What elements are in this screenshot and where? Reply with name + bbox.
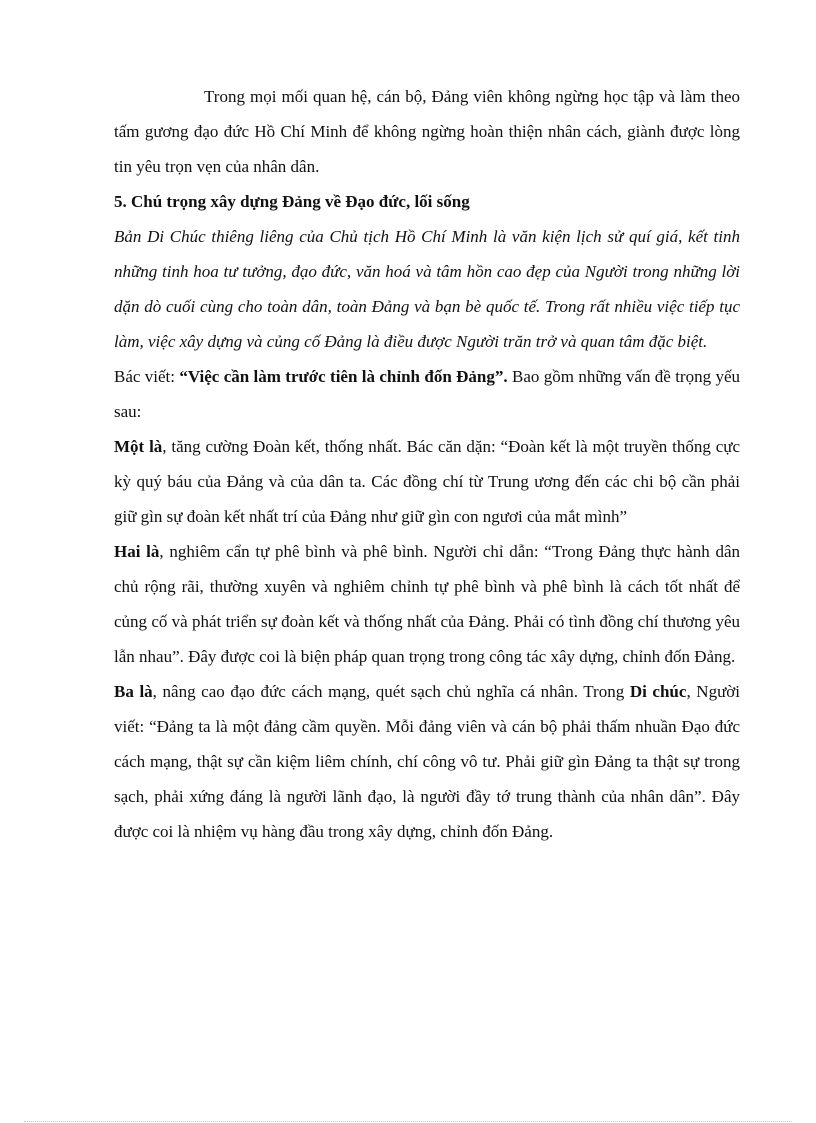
- mot-la-label: Một là: [114, 437, 163, 456]
- intro-paragraph: Trong mọi mối quan hệ, cán bộ, Đảng viên không ngừng học tập và làm theo tấm gương đạo đức Hồ Chí Minh để không ngừng hoàn thiện nhân cách, giành được lòng tin yêu trọn vẹn của nhân dân.: [114, 87, 740, 176]
- bac-viet-lead: Bác viết:: [114, 367, 180, 386]
- mot-la-paragraph: [114, 429, 740, 534]
- hai-la-label: Hai là: [114, 542, 160, 561]
- bac-viet-quote: “Việc cần làm trước tiên là chỉnh đốn Đảng”.: [179, 367, 508, 386]
- page-bottom-rule: [24, 1121, 792, 1122]
- ba-la-text-1: , nâng cao đạo đức cách mạng, quét sạch chủ nghĩa cá nhân. Trong: [152, 682, 630, 701]
- section-heading: 5. Chú trọng xây dựng Đảng về Đạo đức, lối sống: [114, 192, 470, 211]
- di-chuc-term: Di chúc: [629, 682, 687, 701]
- bac-viet-paragraph: [114, 359, 740, 429]
- hai-la-text: , nghiêm cẩn tự phê bình và phê bình. Người chỉ dẫn: “Trong Đảng thực hành dân chủ rộng rãi, thường xuyên và nghiêm chỉnh tự phê bình và phê bình là cách tốt nhất để củng cố và phát triển sự đoàn kết và thống nhất của Đảng. Phải có tình đồng chí thương yêu lẫn nhau”. Đây được coi là biện pháp quan trọng trong công tác xây dựng, chỉnh đốn Đảng.: [114, 542, 741, 666]
- mot-la-text: , tăng cường Đoàn kết, thống nhất. Bác căn dặn: “Đoàn kết là một truyền thống cực kỳ quý báu của Đảng và của dân ta. Các đồng chí từ Trung ương đến các chi bộ cần phải giữ gìn sự đoàn kết nhất trí của Đảng như giữ gìn con ngươi của mắt mình”: [114, 437, 740, 526]
- ba-la-label: Ba là: [114, 682, 153, 701]
- ba-la-paragraph: [114, 674, 740, 849]
- hai-la-paragraph: [114, 534, 740, 674]
- italic-paragraph: Bản Di Chúc thiêng liêng của Chủ tịch Hồ Chí Minh là văn kiện lịch sử quí giá, kết tinh những tinh hoa tư tưởng, đạo đức, văn hoá và tâm hồn cao đẹp của Người trong những lời dặn dò cuối cùng cho toàn dân, toàn Đảng và bạn bè quốc tế. Trong rất nhiều việc tiếp tục làm, việc xây dựng và củng cố Đảng là điều được Người trăn trở và quan tâm đặc biệt.: [114, 227, 740, 351]
- bac-viet-tail: Bao gồm những vấn đề trọng yếu sau:: [114, 367, 741, 421]
- document-page: [114, 79, 740, 849]
- ba-la-text-2: , Người viết: “Đảng ta là một đảng cầm quyền. Mỗi đảng viên và cán bộ phải thấm nhuần Đạo đức cách mạng, thật sự cần kiệm liêm chính, chí công vô tư. Phải giữ gìn Đảng ta thật sự trong sạch, phải xứng đáng là người lãnh đạo, là người đầy tớ trung thành của nhân dân”. Đây được coi là nhiệm vụ hàng đầu trong xây dựng, chỉnh đốn Đảng.: [114, 682, 740, 841]
